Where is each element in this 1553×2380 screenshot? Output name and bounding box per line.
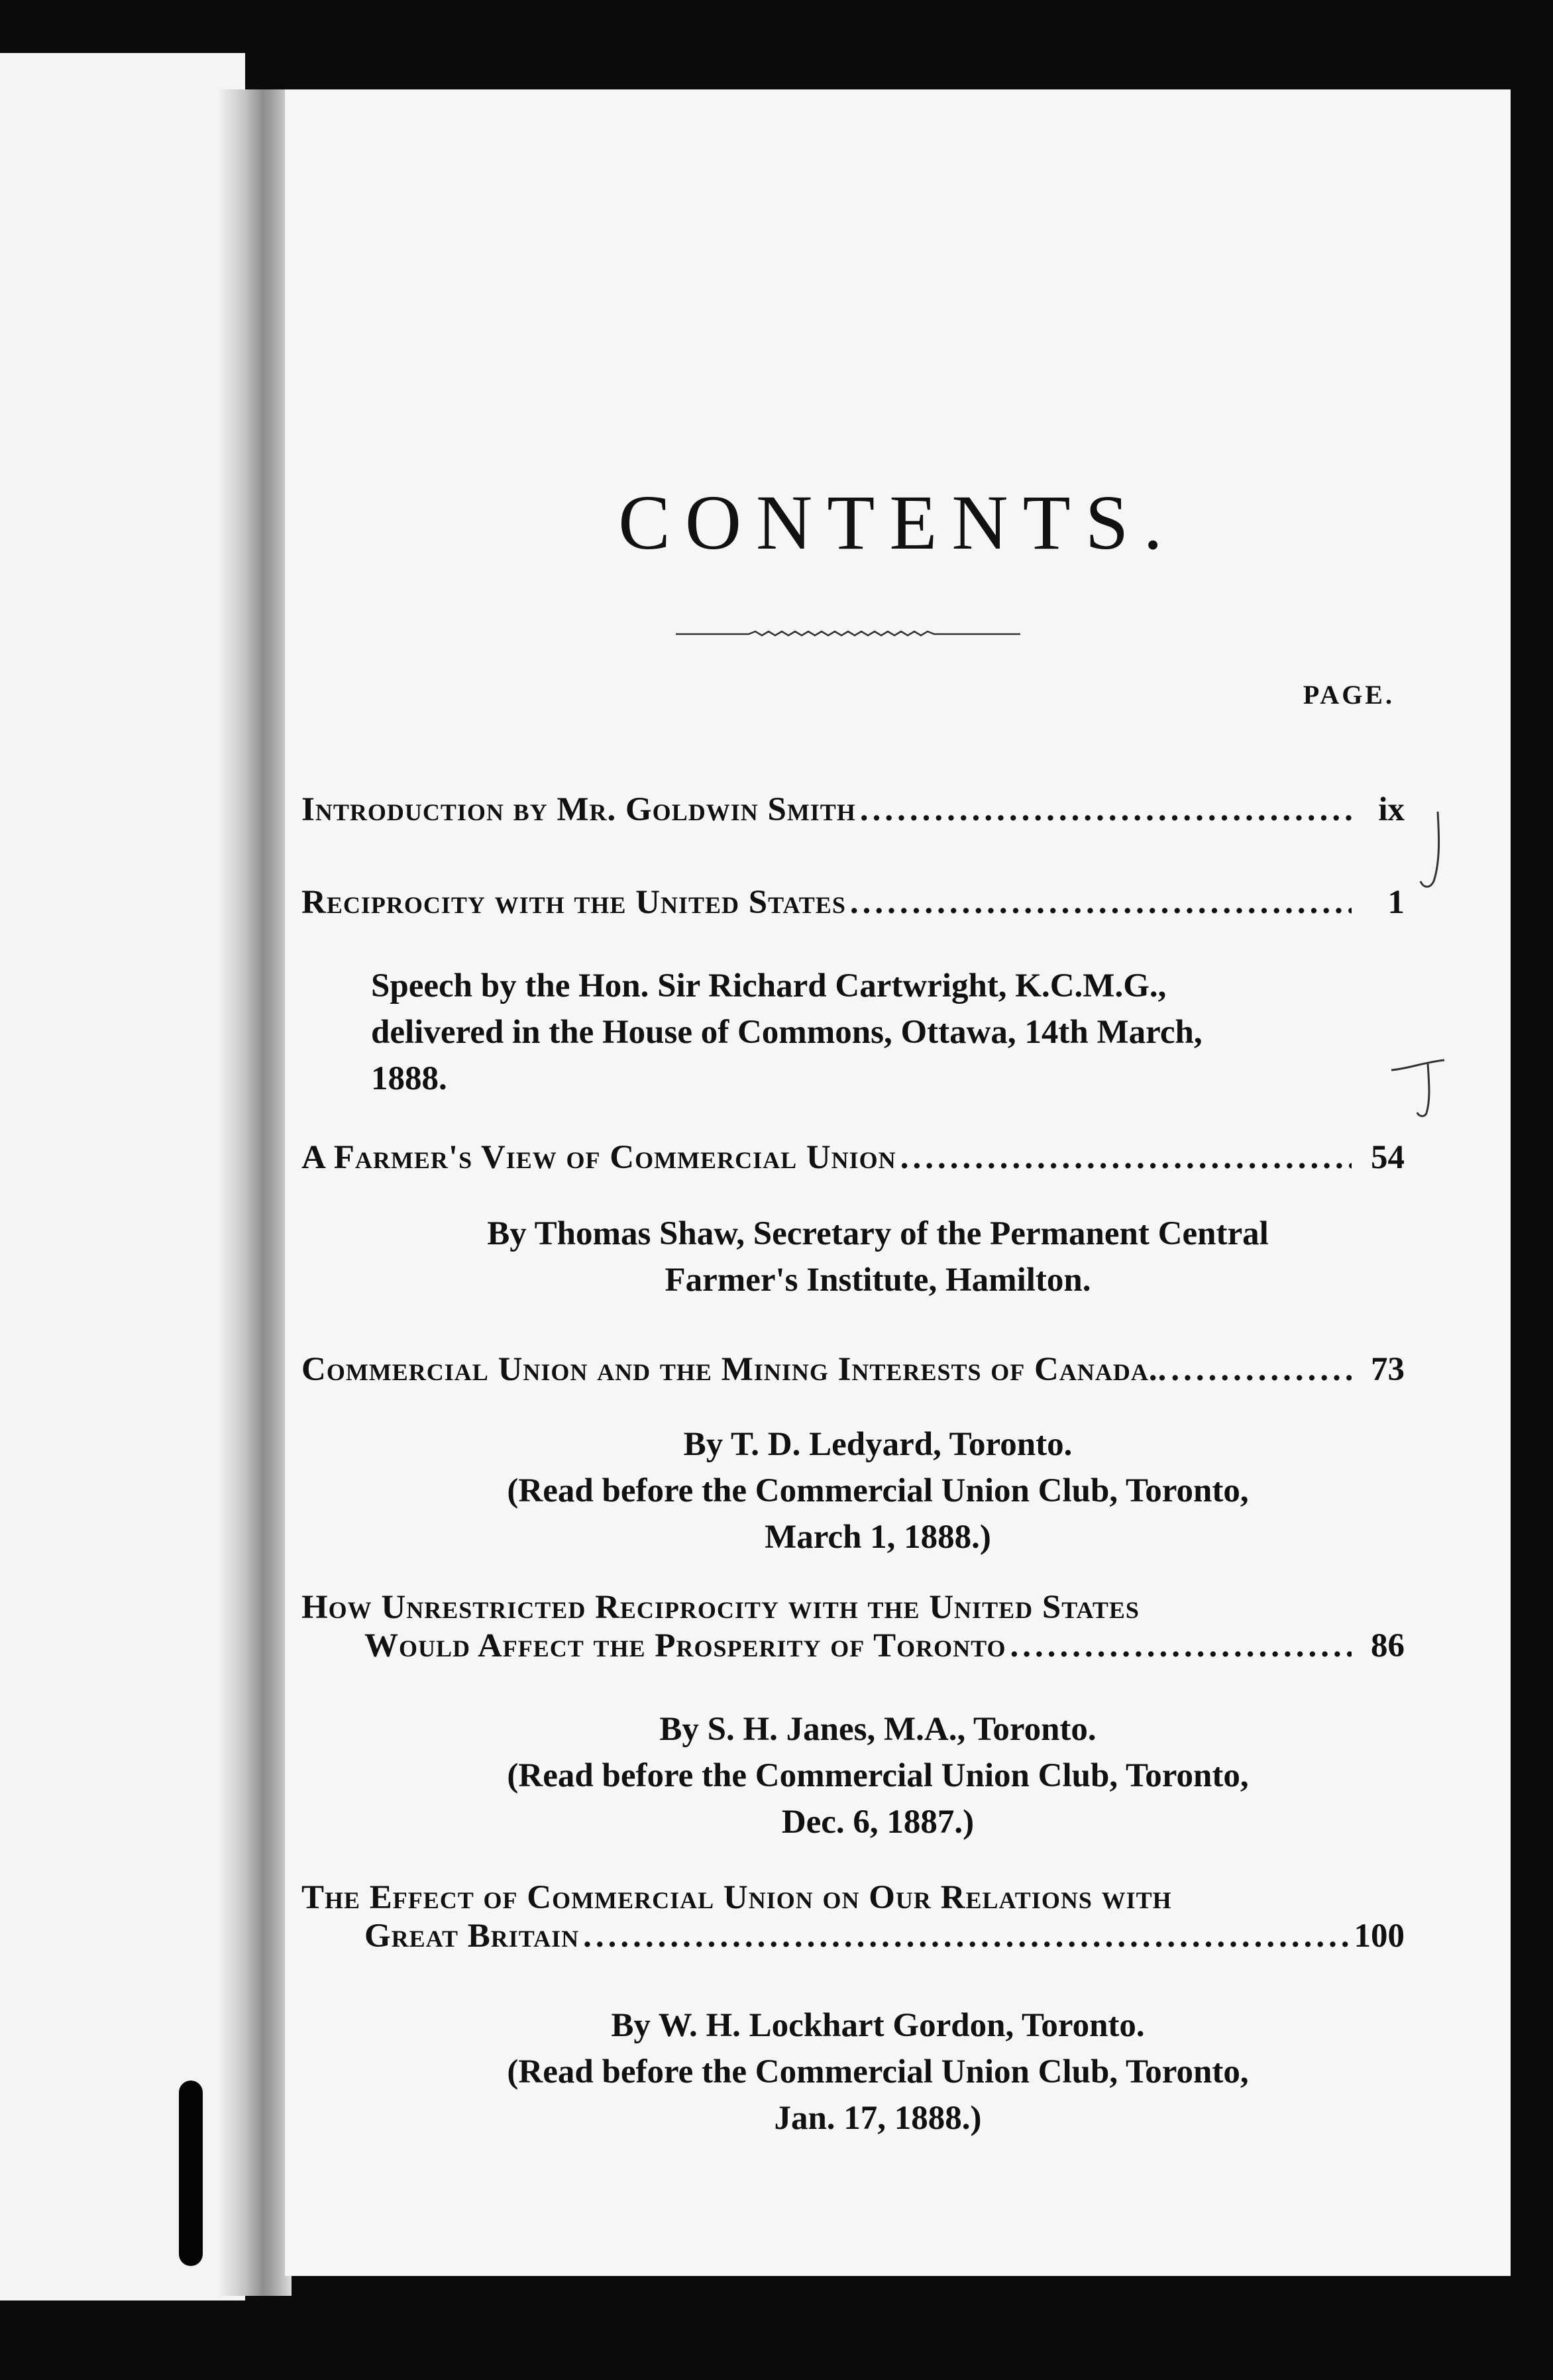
page-column-heading: PAGE. — [1303, 680, 1395, 710]
entry-title: Commercial Union and the Mining Interests of Canada.. — [301, 1351, 1167, 1388]
toc-entry[interactable] — [301, 883, 1405, 922]
detail-line: Farmer's Institute, Hamilton. — [665, 1262, 1091, 1299]
dot-leader — [856, 790, 1352, 829]
entry-title: The Effect of Commercial Union on Our Relations with — [301, 1879, 1172, 1916]
entry-page-number: 73 — [1371, 1351, 1405, 1388]
detail-line: (Read before the Commercial Union Club, Toronto, — [507, 1472, 1249, 1509]
toc-entry[interactable] — [301, 1878, 1405, 1955]
toc-entry[interactable] — [301, 1138, 1405, 1177]
dot-leader — [579, 1917, 1352, 1955]
detail-line: (Read before the Commercial Union Club, Toronto, — [507, 2053, 1249, 2090]
entry-page-number: 100 — [1354, 1918, 1405, 1955]
entry-title: Reciprocity with the United States — [301, 884, 846, 921]
page-title: CONTENTS. — [618, 479, 1177, 566]
dot-leader — [846, 883, 1352, 922]
entry-title: A Farmer's View of Commercial Union — [301, 1139, 896, 1176]
entry-title-continued: Would Affect the Prosperity of Toronto — [364, 1627, 1006, 1664]
pencil-mark — [1388, 1050, 1454, 1123]
detail-line: By T. D. Ledyard, Toronto. — [683, 1426, 1073, 1463]
entry-page-number: 86 — [1371, 1627, 1405, 1664]
entry-details — [351, 1706, 1405, 1845]
facing-page — [0, 53, 245, 2300]
detail-line: By S. H. Janes, M.A., Toronto. — [659, 1711, 1097, 1748]
detail-line: March 1, 1888.) — [765, 1519, 991, 1556]
detail-line: (Read before the Commercial Union Club, Toronto, — [507, 1757, 1249, 1794]
dot-leader — [896, 1138, 1352, 1177]
entry-title-continued: Great Britain — [364, 1918, 580, 1955]
scan-artifact — [179, 2081, 203, 2266]
entry-details — [371, 963, 1405, 1102]
contents-page — [285, 89, 1511, 2276]
toc-entry[interactable] — [301, 1350, 1405, 1389]
detail-line: 1888. — [371, 1060, 447, 1097]
entry-page-number: ix — [1378, 791, 1405, 828]
pencil-mark — [1411, 808, 1451, 894]
dot-leader — [1006, 1627, 1352, 1665]
detail-line: By W. H. Lockhart Gordon, Toronto. — [611, 2007, 1145, 2044]
ornamental-divider — [676, 626, 1020, 642]
entry-details — [351, 1211, 1405, 1303]
dot-leader — [1167, 1350, 1352, 1389]
entry-page-number: 1 — [1387, 884, 1405, 921]
detail-line: Dec. 6, 1887.) — [781, 1804, 975, 1841]
detail-line: Speech by the Hon. Sir Richard Cartwright, K.C.M.G., — [371, 967, 1167, 1004]
entry-title: How Unrestricted Reciprocity with the United States — [301, 1589, 1140, 1626]
toc-entry[interactable] — [301, 790, 1405, 829]
entry-details — [351, 2002, 1405, 2141]
entry-details — [351, 1421, 1405, 1560]
toc-entry[interactable] — [301, 1588, 1405, 1665]
book-gutter — [219, 89, 292, 2296]
detail-line: By Thomas Shaw, Secretary of the Permanent Central — [487, 1215, 1269, 1252]
entry-page-number: 54 — [1371, 1139, 1405, 1176]
detail-line: Jan. 17, 1888.) — [774, 2100, 982, 2137]
entry-title: Introduction by Mr. Goldwin Smith — [301, 791, 856, 828]
detail-line: delivered in the House of Commons, Ottawa, 14th March, — [371, 1014, 1203, 1051]
